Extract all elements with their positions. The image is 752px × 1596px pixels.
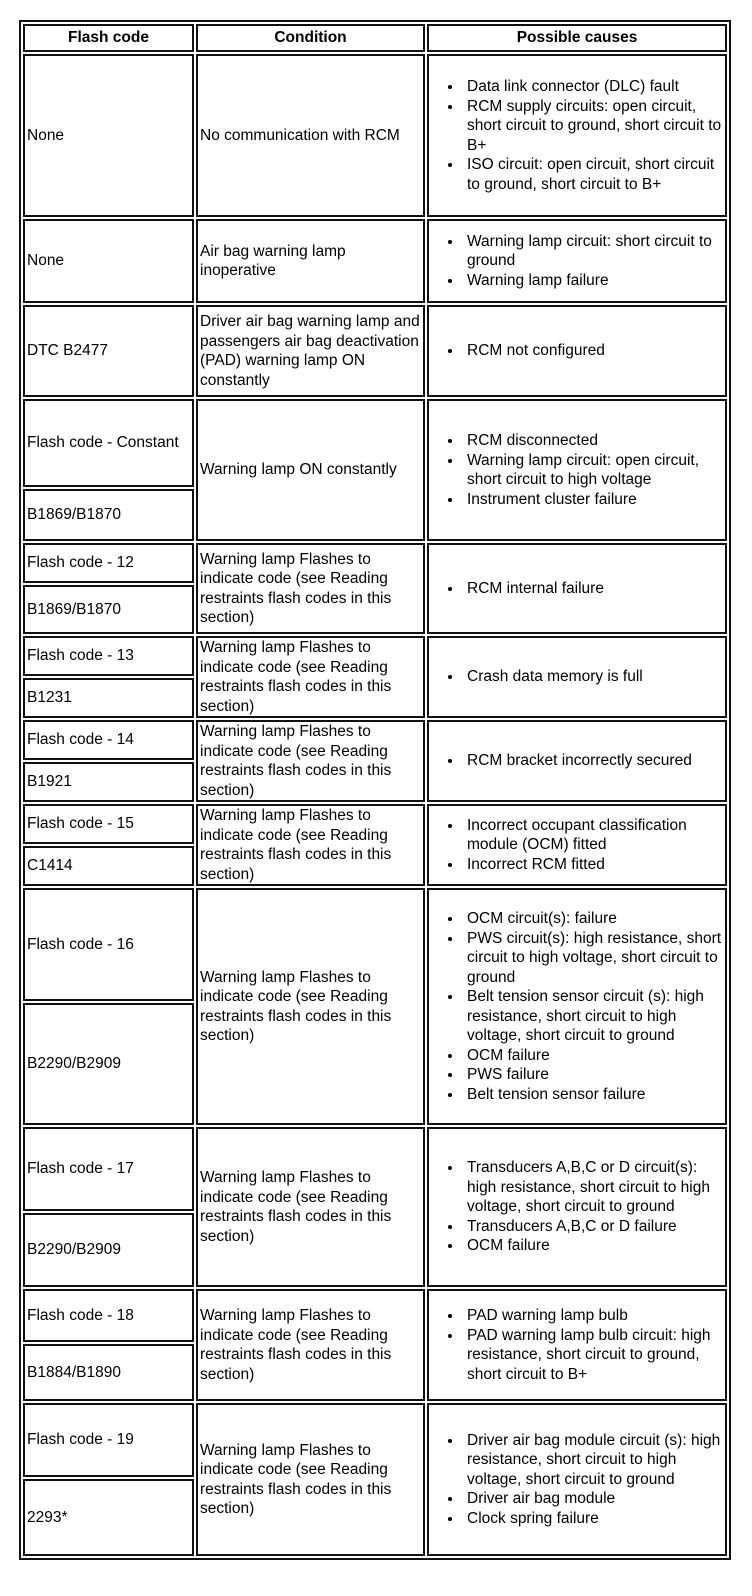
- table-body: [23, 54, 727, 1556]
- header-possible-causes: Possible causes: [427, 24, 727, 52]
- flash-code-cell: DTC B2477: [23, 305, 194, 397]
- flash-code-cell: Flash code - 18: [23, 1289, 194, 1342]
- cause-item: • Clock spring failure: [463, 1509, 723, 1529]
- possible-causes-cell: [427, 1127, 727, 1287]
- possible-causes-cell: [427, 399, 727, 541]
- table-row: [23, 888, 727, 1001]
- cause-item: • Data link connector (DLC) fault: [463, 77, 723, 97]
- possible-causes-cell: [427, 1403, 727, 1556]
- table-row: [23, 399, 727, 487]
- header-row: [23, 24, 727, 52]
- cause-item: • OCM circuit(s): failure: [463, 909, 723, 929]
- cause-item: • PWS circuit(s): high resistance, short circuit to high voltage, short circuit to ground: [463, 929, 723, 988]
- flash-code-cell: Flash code - Constant: [23, 399, 194, 487]
- flash-code-cell: B1869/B1870: [23, 489, 194, 541]
- causes-list: [429, 77, 723, 194]
- causes-list: [429, 909, 723, 1104]
- causes-list: [429, 1431, 723, 1529]
- causes-list: [429, 579, 723, 599]
- condition-cell: No communication with RCM: [196, 54, 425, 217]
- cause-item: • Belt tension sensor failure: [463, 1085, 723, 1105]
- table-row: [23, 1403, 727, 1477]
- condition-cell: Driver air bag warning lamp and passengers air bag deactivation (PAD) warning lamp ON constantly: [196, 305, 425, 397]
- table-row: [23, 543, 727, 583]
- flash-code-cell: Flash code - 16: [23, 888, 194, 1001]
- cause-item: • ISO circuit: open circuit, short circuit to ground, short circuit to B+: [463, 155, 723, 194]
- table-row: [23, 804, 727, 844]
- possible-causes-cell: [427, 54, 727, 217]
- cause-item: • Instrument cluster failure: [463, 490, 723, 510]
- cause-item: • Warning lamp circuit: short circuit to ground: [463, 232, 723, 271]
- possible-causes-cell: [427, 543, 727, 634]
- table-row: [23, 720, 727, 760]
- flash-code-cell: 2293*: [23, 1479, 194, 1556]
- flash-code-cell: None: [23, 54, 194, 217]
- cause-item: • Belt tension sensor circuit (s): high resistance, short circuit to high voltage, short circuit to ground: [463, 987, 723, 1046]
- condition-cell: Warning lamp ON constantly: [196, 399, 425, 541]
- possible-causes-cell: [427, 636, 727, 718]
- cause-item: • OCM failure: [463, 1046, 723, 1066]
- cause-item: • Driver air bag module circuit (s): high resistance, short circuit to high voltage, short circuit to ground: [463, 1431, 723, 1490]
- possible-causes-cell: [427, 305, 727, 397]
- cause-item: • Incorrect RCM fitted: [463, 855, 723, 875]
- cause-item: • PAD warning lamp bulb circuit: high resistance, short circuit to ground, short circuit to B+: [463, 1326, 723, 1385]
- flash-code-cell: B1921: [23, 762, 194, 802]
- flash-code-table: [19, 20, 731, 1560]
- cause-item: • Transducers A,B,C or D failure: [463, 1217, 723, 1237]
- flash-code-cell: Flash code - 13: [23, 636, 194, 676]
- table-row: [23, 1289, 727, 1342]
- header-condition: Condition: [196, 24, 425, 52]
- possible-causes-cell: [427, 888, 727, 1125]
- table-row: [23, 636, 727, 676]
- possible-causes-cell: [427, 720, 727, 802]
- causes-list: [429, 431, 723, 509]
- condition-cell: Warning lamp Flashes to indicate code (see Reading restraints flash codes in this section): [196, 888, 425, 1125]
- causes-list: [429, 1306, 723, 1384]
- cause-item: • RCM bracket incorrectly secured: [463, 751, 723, 771]
- cause-item: • Warning lamp failure: [463, 271, 723, 291]
- cause-item: • RCM disconnected: [463, 431, 723, 451]
- condition-cell: Warning lamp Flashes to indicate code (see Reading restraints flash codes in this section): [196, 720, 425, 802]
- table-row: [23, 54, 727, 217]
- cause-item: • Warning lamp circuit: open circuit, short circuit to high voltage: [463, 451, 723, 490]
- condition-cell: Air bag warning lamp inoperative: [196, 219, 425, 303]
- flash-code-cell: Flash code - 15: [23, 804, 194, 844]
- flash-code-cell: Flash code - 14: [23, 720, 194, 760]
- condition-cell: Warning lamp Flashes to indicate code (see Reading restraints flash codes in this section): [196, 543, 425, 634]
- condition-cell: Warning lamp Flashes to indicate code (see Reading restraints flash codes in this section): [196, 1127, 425, 1287]
- table-row: [23, 219, 727, 303]
- flash-code-cell: B2290/B2909: [23, 1213, 194, 1287]
- cause-item: • RCM internal failure: [463, 579, 723, 599]
- condition-cell: Warning lamp Flashes to indicate code (see Reading restraints flash codes in this section): [196, 636, 425, 718]
- cause-item: • Transducers A,B,C or D circuit(s): high resistance, short circuit to high voltage, short circuit to ground: [463, 1158, 723, 1217]
- flash-code-cell: Flash code - 19: [23, 1403, 194, 1477]
- cause-item: • PWS failure: [463, 1065, 723, 1085]
- flash-code-cell: B1884/B1890: [23, 1344, 194, 1401]
- table-row: [23, 305, 727, 397]
- flash-code-cell: Flash code - 12: [23, 543, 194, 583]
- causes-list: [429, 667, 723, 687]
- flash-code-cell: B1869/B1870: [23, 585, 194, 634]
- table-row: [23, 1127, 727, 1211]
- condition-cell: Warning lamp Flashes to indicate code (see Reading restraints flash codes in this section): [196, 1289, 425, 1401]
- causes-list: [429, 751, 723, 771]
- possible-causes-cell: [427, 1289, 727, 1401]
- header-flash-code: Flash code: [23, 24, 194, 52]
- cause-item: • Incorrect occupant classification module (OCM) fitted: [463, 816, 723, 855]
- flash-code-cell: Flash code - 17: [23, 1127, 194, 1211]
- cause-item: • OCM failure: [463, 1236, 723, 1256]
- flash-code-cell: B2290/B2909: [23, 1003, 194, 1125]
- cause-item: • Driver air bag module: [463, 1489, 723, 1509]
- causes-list: [429, 1158, 723, 1256]
- causes-list: [429, 816, 723, 875]
- cause-item: • RCM not configured: [463, 341, 723, 361]
- flash-code-cell: B1231: [23, 678, 194, 718]
- condition-cell: Warning lamp Flashes to indicate code (see Reading restraints flash codes in this section): [196, 1403, 425, 1556]
- cause-item: • RCM supply circuits: open circuit, short circuit to ground, short circuit to B+: [463, 97, 723, 156]
- causes-list: [429, 232, 723, 291]
- possible-causes-cell: [427, 804, 727, 886]
- cause-item: • Crash data memory is full: [463, 667, 723, 687]
- flash-code-cell: C1414: [23, 846, 194, 886]
- causes-list: [429, 341, 723, 361]
- flash-code-cell: None: [23, 219, 194, 303]
- condition-cell: Warning lamp Flashes to indicate code (see Reading restraints flash codes in this section): [196, 804, 425, 886]
- cause-item: • PAD warning lamp bulb: [463, 1306, 723, 1326]
- possible-causes-cell: [427, 219, 727, 303]
